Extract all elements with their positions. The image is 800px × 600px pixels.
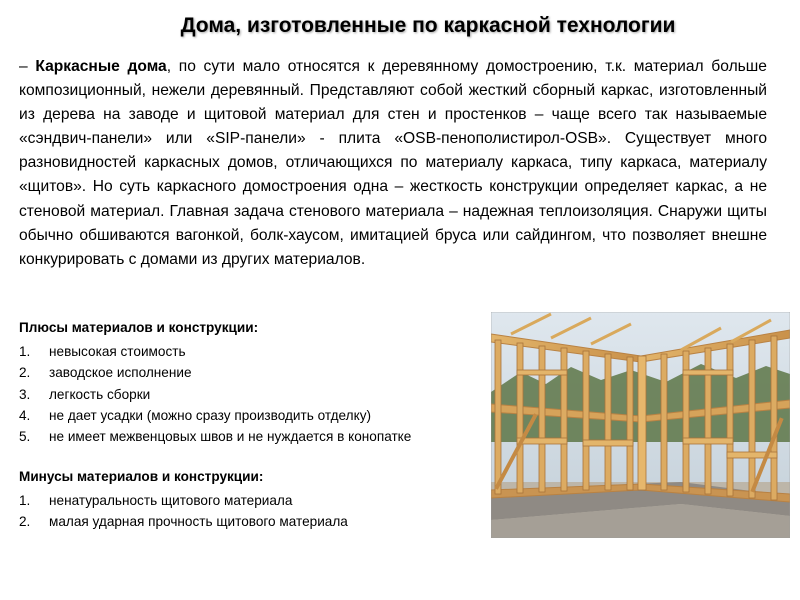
intro-dash: – <box>19 58 36 75</box>
list-number: 5. <box>19 429 31 445</box>
list-item <box>19 511 499 532</box>
pros-section <box>19 318 499 447</box>
list-number: 3. <box>19 386 31 402</box>
list-number: 2. <box>19 365 31 381</box>
list-item <box>19 384 499 405</box>
list-text: невысокая стоимость <box>49 344 186 359</box>
pros-title: Плюсы материалов и конструкции: <box>19 320 259 335</box>
list-number: 1. <box>19 493 31 508</box>
list-text: заводское исполнение <box>49 365 192 381</box>
list-text: малая ударная прочность щитового материала <box>49 514 348 530</box>
list-text: легкость сборки <box>49 386 151 402</box>
list-number: 4. <box>19 407 31 423</box>
cons-title: Минусы материалов и конструкции: <box>19 469 264 484</box>
list-text: не имеет межвенцовых швов и не нуждается в конопатке <box>49 429 412 445</box>
list-item <box>19 426 499 447</box>
cons-list <box>19 490 499 533</box>
intro-term: Каркасные дома <box>35 58 167 75</box>
list-number: 2. <box>19 514 31 530</box>
house-frame-illustration <box>491 312 790 538</box>
timber-frame-house-photo <box>491 312 790 538</box>
list-text: не дает усадки (можно сразу производить отделку) <box>49 407 372 423</box>
pros-list <box>19 341 499 447</box>
cons-section <box>19 467 499 533</box>
intro-text: , по сути мало относятся к деревянному домостроению, т.к. материал больше композиционный, нежели деревянный. Представляют собой жесткий сборный каркас, изготовленный из дерева на заводе и щитовой материал для стен и простенков – чаще всего так называемые «сэндвич-панели» или «SIP-панели» - плита «OSB-пенополистирол-OSB». Существует много разновидностей каркасных домов, отличающихся по материалу каркаса, типу каркаса, материалу «щитов». Но суть каркасного домостроения одна – жесткость конструкции определяет каркас, а не стеновой материал. Главная задача стенового материала – надежная теплоизоляция. Снаружи щиты обычно обшиваются вагонкой, болк-хаусом, имитацией бруса или сайдингом, что позволяет внешне конкурировать с домами из других материалов. <box>19 58 767 268</box>
list-item <box>19 362 499 383</box>
list-item <box>19 405 499 426</box>
list-item <box>19 341 499 362</box>
intro-paragraph <box>19 55 767 272</box>
list-text: ненатуральность щитового материала <box>49 493 293 508</box>
list-item <box>19 490 499 511</box>
list-number: 1. <box>19 344 31 359</box>
slide-title: Дома, изготовленные по каркасной технологии <box>180 14 676 37</box>
